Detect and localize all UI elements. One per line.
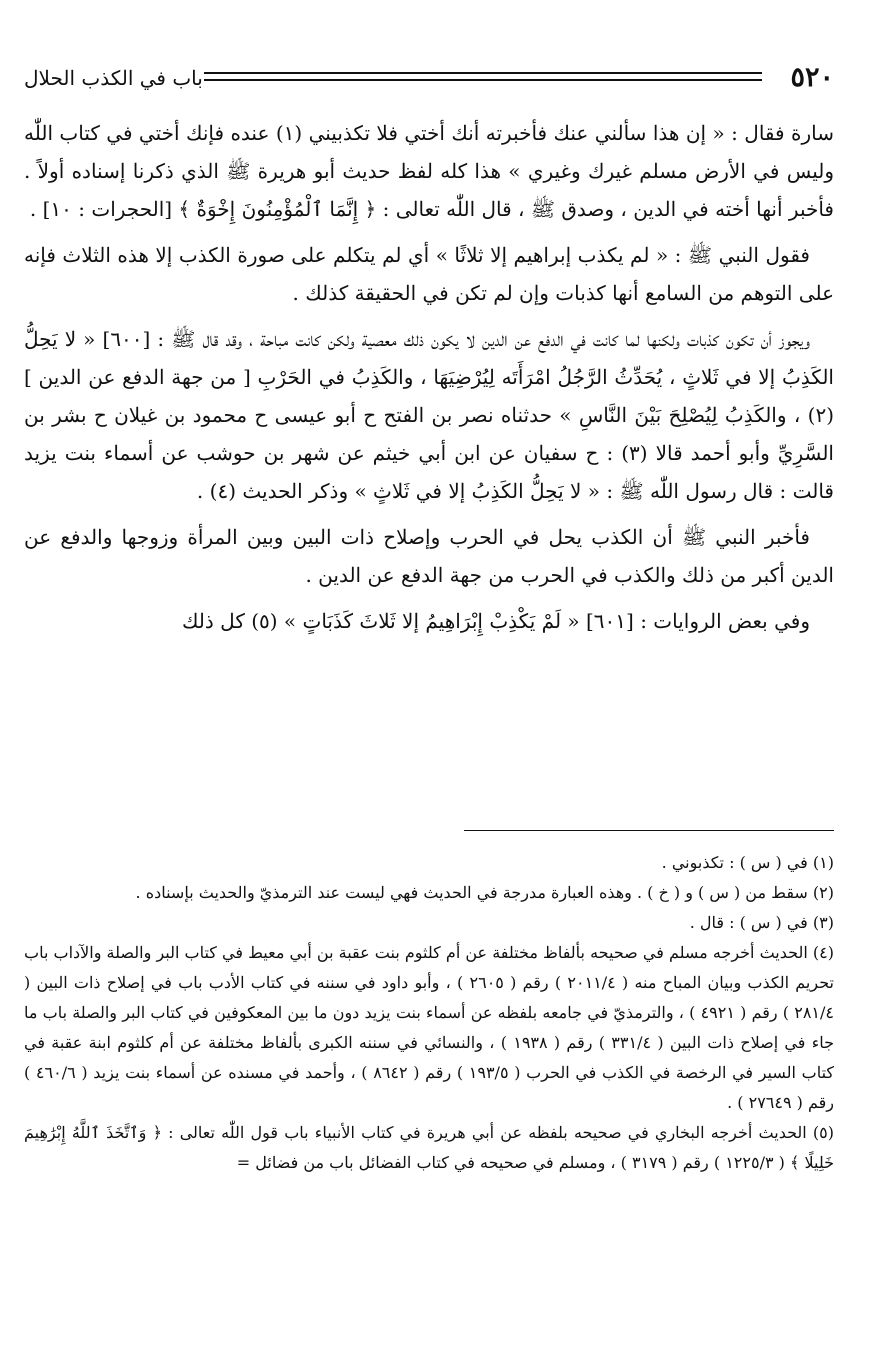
running-header: [24, 60, 834, 100]
paragraph-5: وفي بعض الروايات : [٦٠١] « لَمْ يَكْذِبْ إِبْرَاهِيمُ إلا ثَلاثَ كَذَبَاتٍ » (٥) كل ذلك: [181, 609, 810, 633]
footnote-3: (٣) في ( س ) : قال .: [689, 913, 834, 932]
footnote-4: (٤) الحديث أخرجه مسلم في صحيحه بألفاظ مختلفة عن أم كلثوم بنت عقبة بن أبي معيط في كتاب البر والصلة والآداب باب تحريم الكذب وبيان المباح منه ( ٢٠١١/٤ ) رقم ( ٢٦٠٥ ) ، وأبو داود في سننه في كتاب الأدب باب في إصلاح ذات البين ( ٢٨١/٤ ) رقم ( ٤٩٢١ ) ، والترمذيّ في جامعه بلفظه عن أسماء بنت يزيد دون ما بين المعكوفين في كتاب البر والصلة باب ما جاء في إصلاح ذات البين ( ٣٣١/٤ ) رقم ( ١٩٣٨ ) ، والنسائي في سننه الكبرى بألفاظ مختلفة عن أم كلثوم ابنة عقبة في كتاب السير في الرخصة في الكذب في الحرب ( ١٩٣/٥ ) رقم ( ٨٦٤٢ ) ، وأحمد في مسنده عن أسماء بنت يزيد ( ٤٦٠/٦ ) رقم ( ٢٧٦٤٩ ) .: [24, 943, 835, 1112]
main-text: [24, 114, 834, 640]
chapter-title: باب في الكذب الحلال: [24, 66, 203, 90]
book-page: [24, 60, 835, 1172]
footnotes: [24, 848, 834, 1178]
paragraph-4: فأخبر النبي ﷺ أن الكذب يحل في الحرب وإصلاح ذات البين وبين المرأة وزوجها والدفع عن الدين أكبر من ذلك والكذب في الحرب من جهة الدفع عن الدين .: [24, 525, 834, 587]
page-number: ٥٢٠: [790, 62, 834, 93]
footnote-2: (٢) سقط من ( س ) و ( خ ) . وهذه العبارة مدرجة في الحديث فهي ليست عند الترمذيّ والحديث بإسناده .: [135, 883, 834, 902]
footnote-separator: [464, 830, 834, 831]
header-rule: [204, 72, 762, 81]
footnote-5: (٥) الحديث أخرجه البخاري في صحيحه بلفظه عن أبي هريرة في كتاب الأنبياء باب قول اللّٰه تعالى : ﴿ وَٱتَّخَذَ ٱللَّهُ إِبْرَٰهِيمَ خَلِيلًا ﴾ ( ١٢٢٥/٣ ) رقم ( ٣١٧٩ ) ، ومسلم في صحيحه في كتاب الفضائل باب من فضائل =: [24, 1123, 835, 1172]
footnote-1: (١) في ( س ) : تكذبوني .: [661, 853, 834, 872]
paragraph-1: سارة فقال : « إن هذا سألني عنك فأخبرته أنك أختي فلا تكذبيني (١) عنده فإنك أختي في كتاب اللّٰه وليس في الأرض مسلم غيرك وغيري » هذا كله لفظ حديث أبو هريرة ﷺ الذي ذكرنا إسناده أولاً . فأخبر أنها أخته في الدين ، وصدق ﷺ ، قال اللّٰه تعالى : ﴿ إِنَّمَا ٱلْمُؤْمِنُونَ إِخْوَةٌ ﴾ [الحجرات : ١٠] .: [24, 121, 834, 221]
paragraph-3: ويجوز أن تكون كذبات ولكنها لما كانت في الدفع عن الدين لا يكون ذلك معصية ولكن كانت مباحة ، وقد قال ﷺ : [٦٠٠] « لا يَحِلُّ الكَذِبُ إلا في ثَلاثٍ ، يُحَدِّثُ الرَّجُلُ امْرَأَتَه لِيُرْضِيَهَا ، والكَذِبُ في الحَرْبِ [ من جهة الدفع عن الدين ] (٢) ، والكَذِبُ لِيُصْلِحَ بَيْنَ النَّاسِ » حدثناه نصر بن الفتح ح أبو عيسى ح محمود بن غيلان ح بشر بن السَّرِيِّ وأبو أحمد قالا (٣) : ح سفيان عن ابن أبي خيثم عن شهر بن حوشب عن أسماء بنت يزيد قالت : قال رسول اللّٰه ﷺ : « لا يَحِلُّ الكَذِبُ إلا في ثَلاثٍ » وذكر الحديث (٤) .: [24, 327, 834, 503]
paragraph-2: فقول النبي ﷺ : « لم يكذب إبراهيم إلا ثلاثًا » أي لم يتكلم على صورة الكذب إلا هذه الثلاث فإنه على التوهم من السامع أنها كذبات وإن لم تكن في الحقيقة كذلك .: [24, 243, 834, 305]
